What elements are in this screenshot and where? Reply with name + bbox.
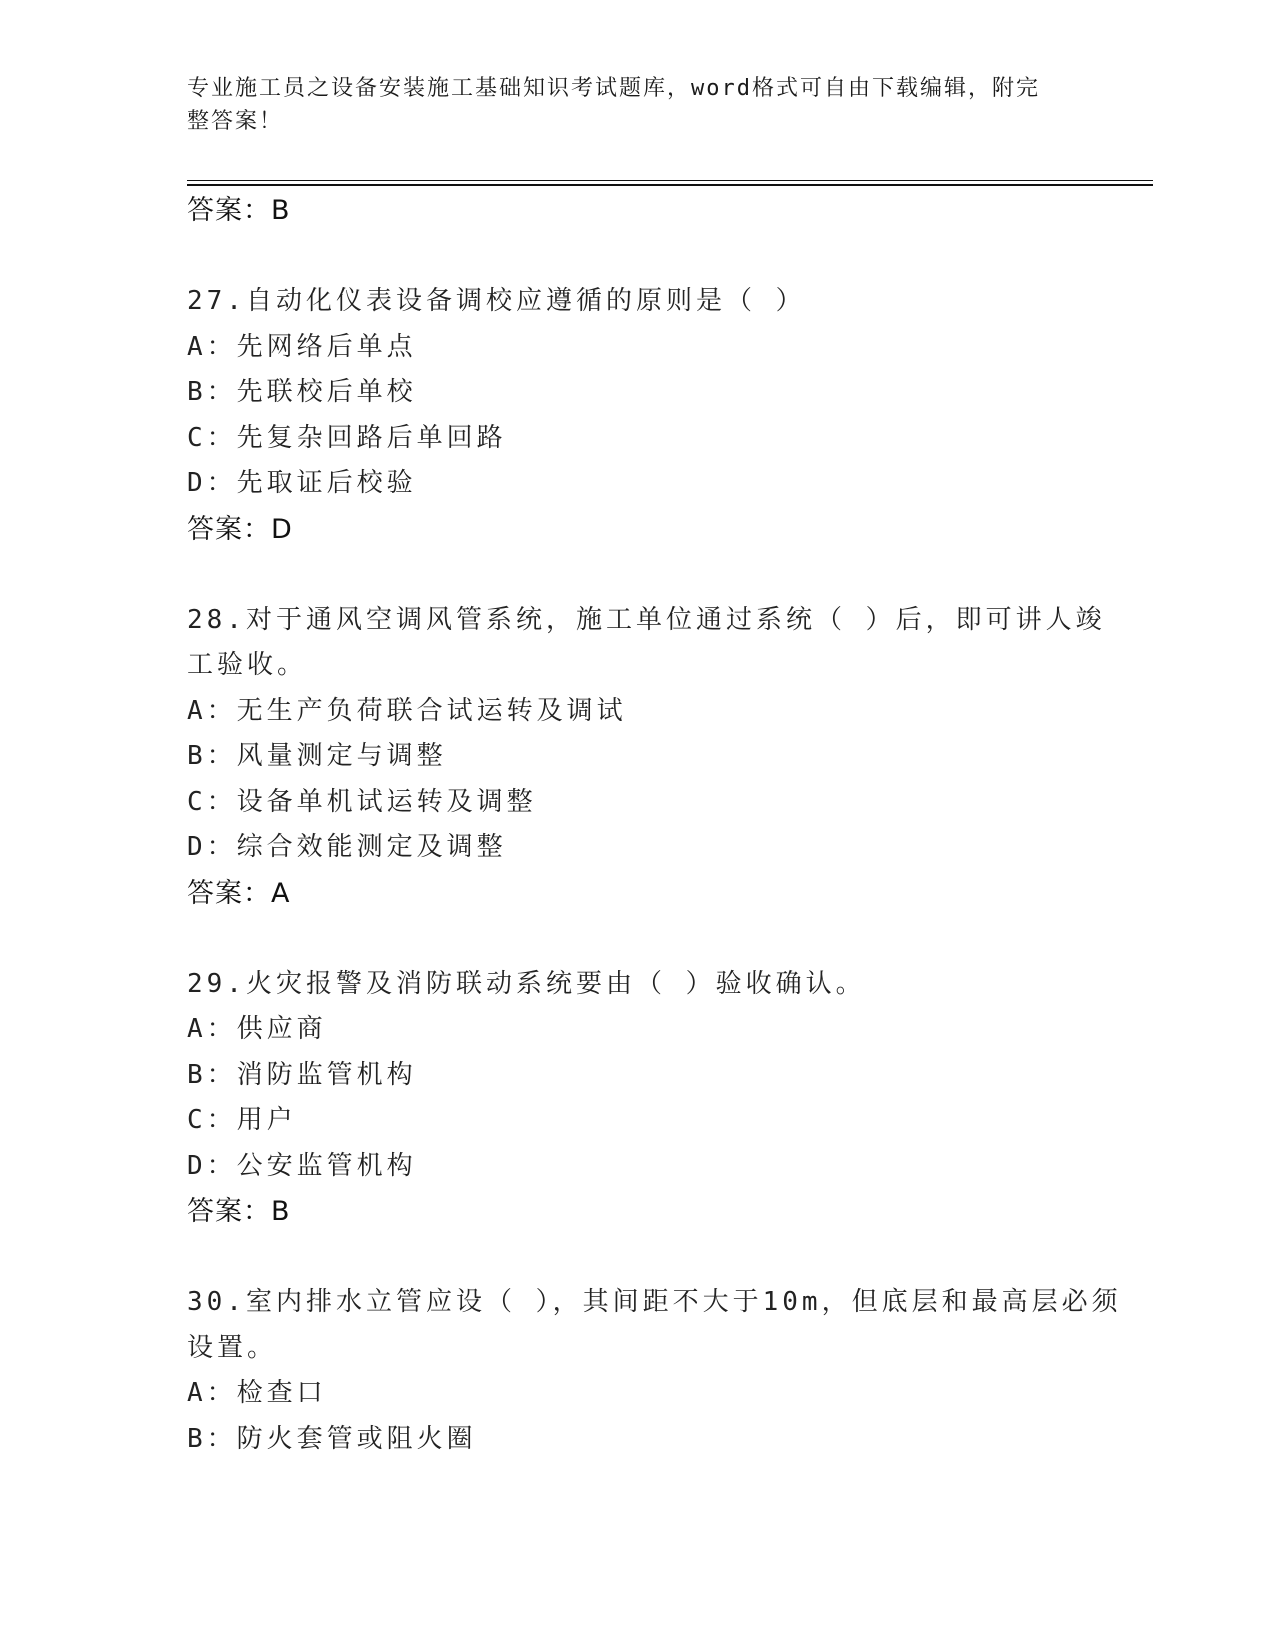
question-text: 设置。 xyxy=(187,1332,278,1363)
option-text: A：先网络后单点 xyxy=(187,331,417,362)
option-text: A：无生产负荷联合试运转及调试 xyxy=(187,695,627,726)
question-text: 27.自动化仪表设备调校应遵循的原则是（ ） xyxy=(187,286,806,316)
spacer xyxy=(187,234,1087,280)
answer-line: 答案：A xyxy=(187,877,291,909)
option-text: D：公安监管机构 xyxy=(187,1150,417,1181)
header-line-2: 整答案！ xyxy=(187,109,284,134)
document-header xyxy=(187,72,1067,138)
answer-line: 答案：D xyxy=(187,513,293,545)
spacer xyxy=(187,1235,1087,1281)
option-text: D：先取证后校验 xyxy=(187,468,417,498)
option-text: C：设备单机试运转及调整 xyxy=(187,786,537,817)
option-text: D：综合效能测定及调整 xyxy=(187,832,507,862)
header-divider-thin xyxy=(187,180,1153,181)
exam-content xyxy=(187,188,1122,1462)
option-text: B：防火套管或阻火圈 xyxy=(187,1423,477,1454)
option-text: C：先复杂回路后单回路 xyxy=(187,422,507,453)
option-text: B：先联校后单校 xyxy=(187,377,417,407)
header-line-1: 专业施工员之设备安装施工基础知识考试题库，word格式可自由下载编辑，附完 xyxy=(187,76,1040,101)
question-text: 30.室内排水立管应设（ ），其间距不大于10m，但底层和最高层必须 xyxy=(187,1287,1122,1317)
question-text: 29.火灾报警及消防联动系统要由（ ）验收确认。 xyxy=(187,968,866,999)
option-text: B：风量测定与调整 xyxy=(187,741,447,771)
option-text: B：消防监管机构 xyxy=(187,1059,417,1090)
option-text: A：供应商 xyxy=(187,1014,327,1044)
answer-line: 答案：B xyxy=(187,1196,291,1227)
question-text: 工验收。 xyxy=(187,650,308,680)
spacer xyxy=(187,552,1087,598)
question-text: 28.对于通风空调风管系统，施工单位通过系统（ ）后，即可讲人竣 xyxy=(187,604,1106,635)
option-text: A：检查口 xyxy=(187,1378,327,1408)
answer-line: 答案：B xyxy=(187,195,291,226)
option-text: C：用户 xyxy=(187,1105,297,1135)
header-divider-thick xyxy=(187,184,1153,186)
spacer xyxy=(187,916,1087,962)
